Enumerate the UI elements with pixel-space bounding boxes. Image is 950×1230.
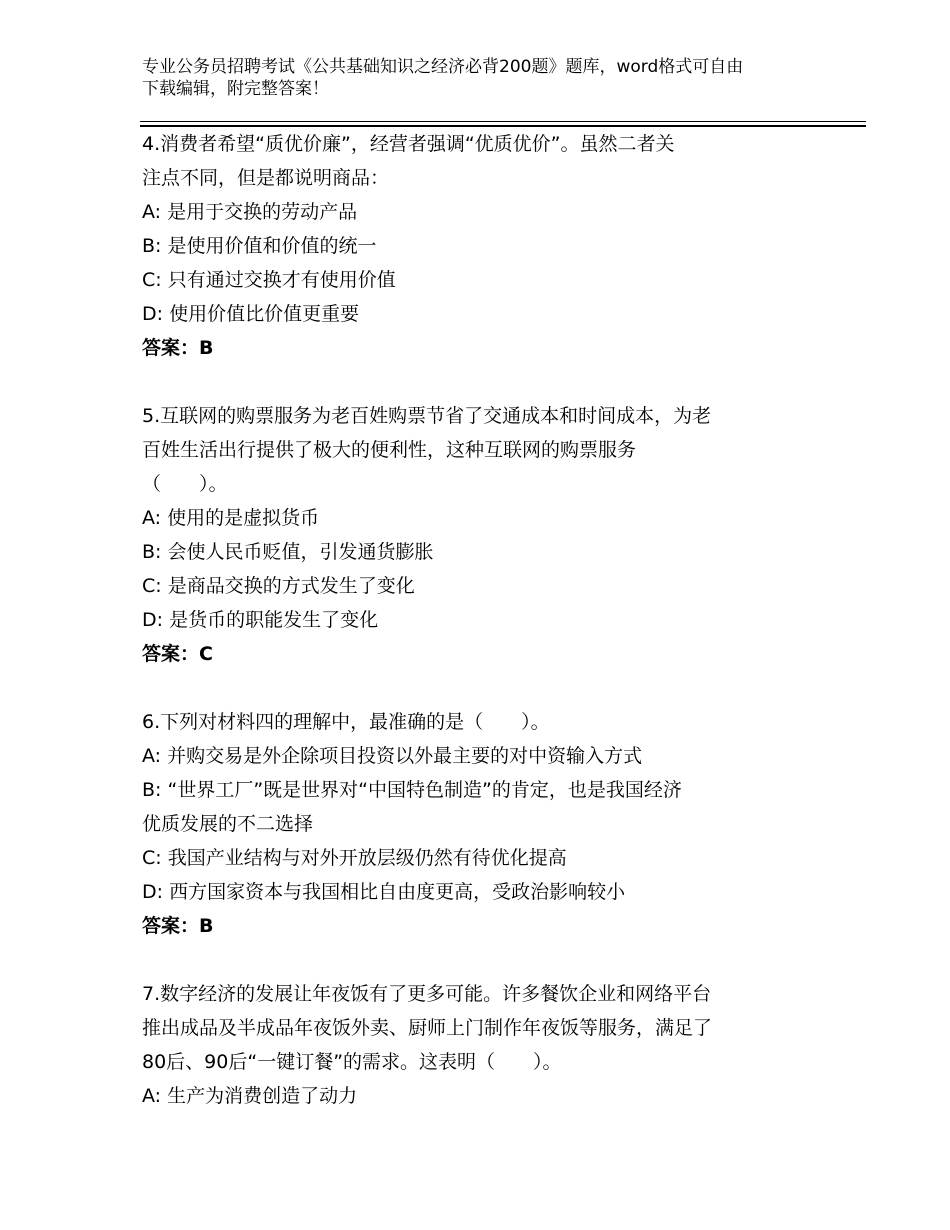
option-c: C: 我国产业结构与对外开放层级仍然有待优化提高 <box>142 847 567 869</box>
option-d: D: 西方国家资本与我国相比自由度更高，受政治影响较小 <box>142 881 626 903</box>
question-list <box>142 127 822 1113</box>
option-d: D: 是货币的职能发生了变化 <box>142 609 379 631</box>
question-7 <box>142 977 822 1113</box>
answer-label: 答案：B <box>142 337 214 359</box>
header-divider <box>140 121 866 122</box>
option-a: A: 并购交易是外企除项目投资以外最主要的对中资输入方式 <box>142 745 643 767</box>
answer-label: 答案：C <box>142 643 213 665</box>
question-5 <box>142 399 822 671</box>
question-stem: 7.数字经济的发展让年夜饭有了更多可能。许多餐饮企业和网络平台 <box>142 983 712 1005</box>
option-b-continued: 优质发展的不二选择 <box>142 813 314 835</box>
option-c: C: 只有通过交换才有使用价值 <box>142 269 396 291</box>
question-stem: （ ）。 <box>142 473 228 495</box>
question-stem: 80后、90后“一键订餐”的需求。这表明（ ）。 <box>142 1051 562 1073</box>
question-6 <box>142 705 822 943</box>
question-stem: 5.互联网的购票服务为老百姓购票节省了交通成本和时间成本，为老 <box>142 405 712 427</box>
question-4 <box>142 127 822 365</box>
option-c: C: 是商品交换的方式发生了变化 <box>142 575 415 597</box>
question-stem: 4.消费者希望“质优价廉”，经营者强调“优质优价”。虽然二者关 <box>142 133 675 155</box>
header-line-2: 下载编辑，附完整答案！ <box>142 79 329 99</box>
option-a: A: 使用的是虚拟货币 <box>142 507 320 529</box>
option-b: B: 是使用价值和价值的统一 <box>142 235 377 257</box>
option-a: A: 是用于交换的劳动产品 <box>142 201 358 223</box>
answer-label: 答案：B <box>142 915 214 937</box>
question-stem: 6.下列对材料四的理解中，最准确的是（ ）。 <box>142 711 550 733</box>
header-line-1: 专业公务员招聘考试《公共基础知识之经济必背200题》题库，word格式可自由 <box>142 57 744 77</box>
question-stem: 注点不同，但是都说明商品： <box>142 167 390 189</box>
option-b: B: 会使人民币贬值，引发通货膨胀 <box>142 541 434 563</box>
option-b: B: “世界工厂”既是世界对“中国特色制造”的肯定，也是我国经济 <box>142 779 682 801</box>
document-header <box>142 56 822 100</box>
option-a: A: 生产为消费创造了动力 <box>142 1085 358 1107</box>
question-stem: 推出成品及半成品年夜饭外卖、厨师上门制作年夜饭等服务，满足了 <box>142 1017 713 1039</box>
question-stem: 百姓生活出行提供了极大的便利性，这种互联网的购票服务 <box>142 439 637 461</box>
option-d: D: 使用价值比价值更重要 <box>142 303 360 325</box>
